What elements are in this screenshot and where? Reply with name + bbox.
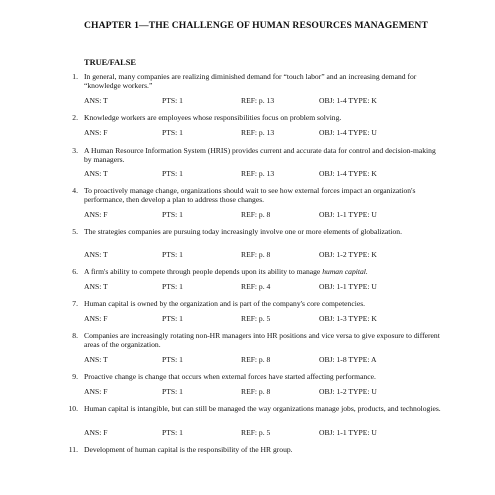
answer-value: ANS: F: [84, 428, 108, 437]
question-number: 7.: [72, 299, 78, 308]
question-text: Human capital is intangible, but can still be managed the way organizations manage jobs, products, and technologies.: [84, 404, 441, 413]
question-number: 10.: [68, 404, 78, 413]
objective-value: OBJ: 1-4 TYPE: K: [319, 169, 377, 178]
question-text: Development of human capital is the responsibility of the HR group.: [84, 445, 293, 454]
reference-value: REF: p. 5: [241, 428, 271, 437]
question-number: 2.: [72, 113, 78, 122]
chapter-title: CHAPTER 1—THE CHALLENGE OF HUMAN RESOURCES MANAGEMENT: [84, 20, 428, 31]
points-value: PTS: 1: [162, 387, 183, 396]
reference-value: REF: p. 13: [241, 96, 275, 105]
reference-value: REF: p. 13: [241, 169, 275, 178]
answer-row: [84, 210, 424, 220]
reference-value: REF: p. 8: [241, 250, 271, 259]
question-text: Knowledge workers are employees whose responsibilities focus on problem solving.: [84, 113, 342, 122]
objective-value: OBJ: 1-8 TYPE: A: [319, 355, 377, 364]
objective-value: OBJ: 1-2 TYPE: U: [319, 387, 377, 396]
points-value: PTS: 1: [162, 96, 183, 105]
section-heading: TRUE/FALSE: [84, 58, 136, 67]
question-text-italic: human capital.: [322, 267, 368, 276]
objective-value: OBJ: 1-3 TYPE: K: [319, 314, 377, 323]
points-value: PTS: 1: [162, 282, 183, 291]
reference-value: REF: p. 13: [241, 128, 275, 137]
question-text: Human capital is owned by the organization and is part of the company's core competencies.: [84, 299, 366, 308]
question-number: 6.: [72, 267, 78, 276]
answer-value: ANS: F: [84, 314, 108, 323]
question-text: The strategies companies are pursuing today increasingly involve one or more elements of globalization.: [84, 227, 402, 236]
question-number: 4.: [72, 186, 78, 195]
answer-row: [84, 96, 424, 106]
objective-value: OBJ: 1-1 TYPE: U: [319, 282, 377, 291]
question-number: 9.: [72, 372, 78, 381]
question-text: Proactive change is change that occurs when external forces have started affecting performance.: [84, 372, 376, 381]
points-value: PTS: 1: [162, 128, 183, 137]
question-number: 5.: [72, 227, 78, 236]
answer-value: ANS: T: [84, 250, 108, 259]
points-value: PTS: 1: [162, 250, 183, 259]
reference-value: REF: p. 5: [241, 314, 271, 323]
question-number: 3.: [72, 146, 78, 155]
answer-value: ANS: T: [84, 169, 108, 178]
answer-row: [84, 128, 424, 138]
answer-row: [84, 169, 424, 179]
question-text-start: A firm's ability to compete through people depends upon its ability to manage: [84, 267, 323, 276]
objective-value: OBJ: 1-1 TYPE: U: [319, 428, 377, 437]
answer-value: ANS: T: [84, 282, 108, 291]
answer-row: [84, 314, 424, 324]
reference-value: REF: p. 4: [241, 282, 271, 291]
objective-value: OBJ: 1-2 TYPE: K: [319, 250, 377, 259]
reference-value: REF: p. 8: [241, 210, 271, 219]
question-number: 11.: [68, 445, 78, 454]
answer-row: [84, 282, 424, 292]
points-value: PTS: 1: [162, 355, 183, 364]
question-text: A Human Resource Information System (HRIS) provides current and accurate data for control and decision-making by managers.: [84, 146, 436, 165]
answer-row: [84, 428, 424, 438]
reference-value: REF: p. 8: [241, 387, 271, 396]
objective-value: OBJ: 1-4 TYPE: K: [319, 96, 377, 105]
question-text: Companies are increasingly rotating non-HR managers into HR positions and vice versa to give exposure to different areas of the organization.: [84, 331, 440, 350]
question-text: [84, 267, 442, 276]
question-text: In general, many companies are realizing diminished demand for “touch labor” and an increasing demand for “knowledge workers.”: [84, 72, 417, 91]
answer-value: ANS: F: [84, 128, 108, 137]
question-number: 1.: [72, 72, 78, 81]
answer-row: [84, 387, 424, 397]
objective-value: OBJ: 1-1 TYPE: U: [319, 210, 377, 219]
question-text: To proactively manage change, organizations should wait to see how external forces impact an organization's performance, then develop a plan to address those changes.: [84, 186, 416, 205]
answer-value: ANS: F: [84, 387, 108, 396]
answer-value: ANS: F: [84, 210, 108, 219]
points-value: PTS: 1: [162, 314, 183, 323]
points-value: PTS: 1: [162, 428, 183, 437]
points-value: PTS: 1: [162, 169, 183, 178]
question-number: 8.: [72, 331, 78, 340]
answer-row: [84, 355, 424, 365]
points-value: PTS: 1: [162, 210, 183, 219]
answer-row: [84, 250, 424, 260]
answer-value: ANS: T: [84, 355, 108, 364]
answer-value: ANS: T: [84, 96, 108, 105]
reference-value: REF: p. 8: [241, 355, 271, 364]
objective-value: OBJ: 1-4 TYPE: U: [319, 128, 377, 137]
